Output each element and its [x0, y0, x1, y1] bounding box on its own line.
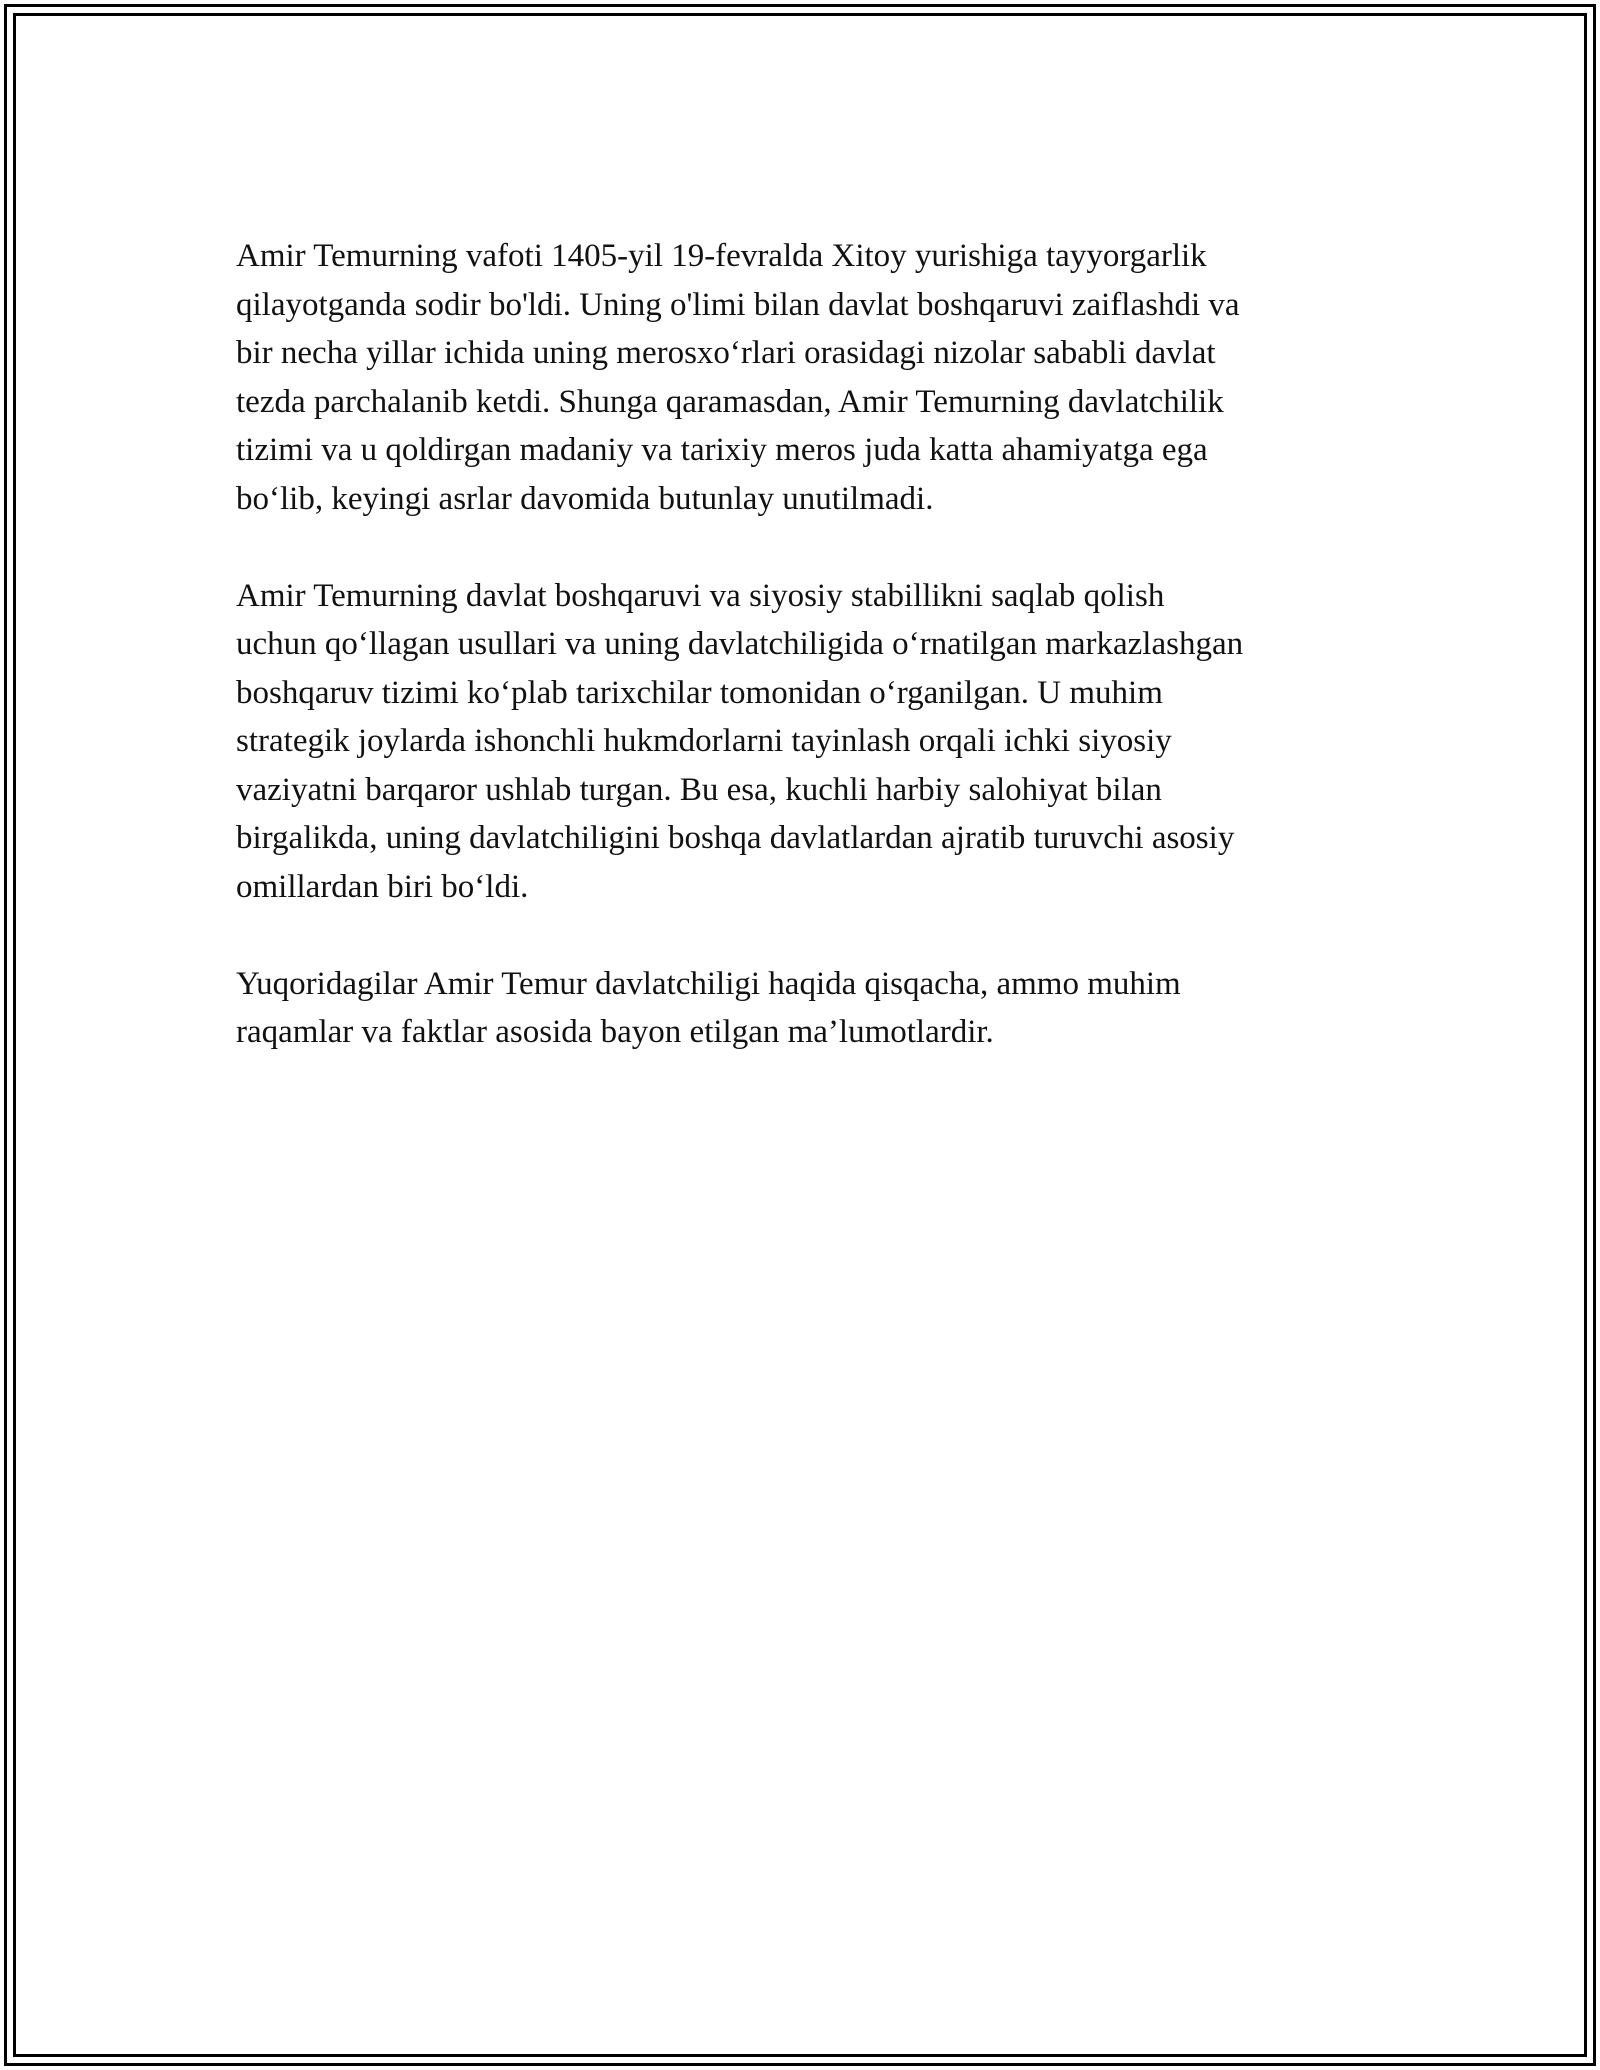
paragraph-3: Yuqoridagilar Amir Temur davlatchiligi haqida qisqacha, ammo muhim raqamlar va faktlar asosida bayon etilgan ma’lumotlardir.	[236, 965, 1181, 1050]
paragraph-1: Amir Temurning vafoti 1405-yil 19-fevralda Xitoy yurishiga tayyorgarlik qilayotganda sodir bo'ldi. Uning o'limi bilan davlat boshqaruvi zaiflashdi va bir necha yillar ichida uning merosxoʻrlari orasidagi nizolar sababli davlat tezda parchalanib ketdi. Shunga qaramasdan, Amir Temurning davlatchilik tizimi va u qoldirgan madaniy va tarixiy meros juda katta ahamiyatga ega boʻlib, keyingi asrlar davomida butunlay unutilmadi.	[236, 238, 1240, 517]
paragraph-2: Amir Temurning davlat boshqaruvi va siyosiy stabillikni saqlab qolish uchun qoʻllagan usullari va uning davlatchiligida oʻrnatilgan markazlashgan boshqaruv tizimi koʻplab tarixchilar tomonidan oʻrganilgan. U muhim strategik joylarda ishonchli hukmdorlarni tayinlash orqali ichki siyosiy vaziyatni barqaror ushlab turgan. Bu esa, kuchli harbiy salohiyat bilan birgalikda, uning davlatchiligini boshqa davlatlardan ajratib turuvchi asosiy omillardan biri boʻldi.	[236, 577, 1244, 905]
document-body	[236, 232, 1366, 1105]
